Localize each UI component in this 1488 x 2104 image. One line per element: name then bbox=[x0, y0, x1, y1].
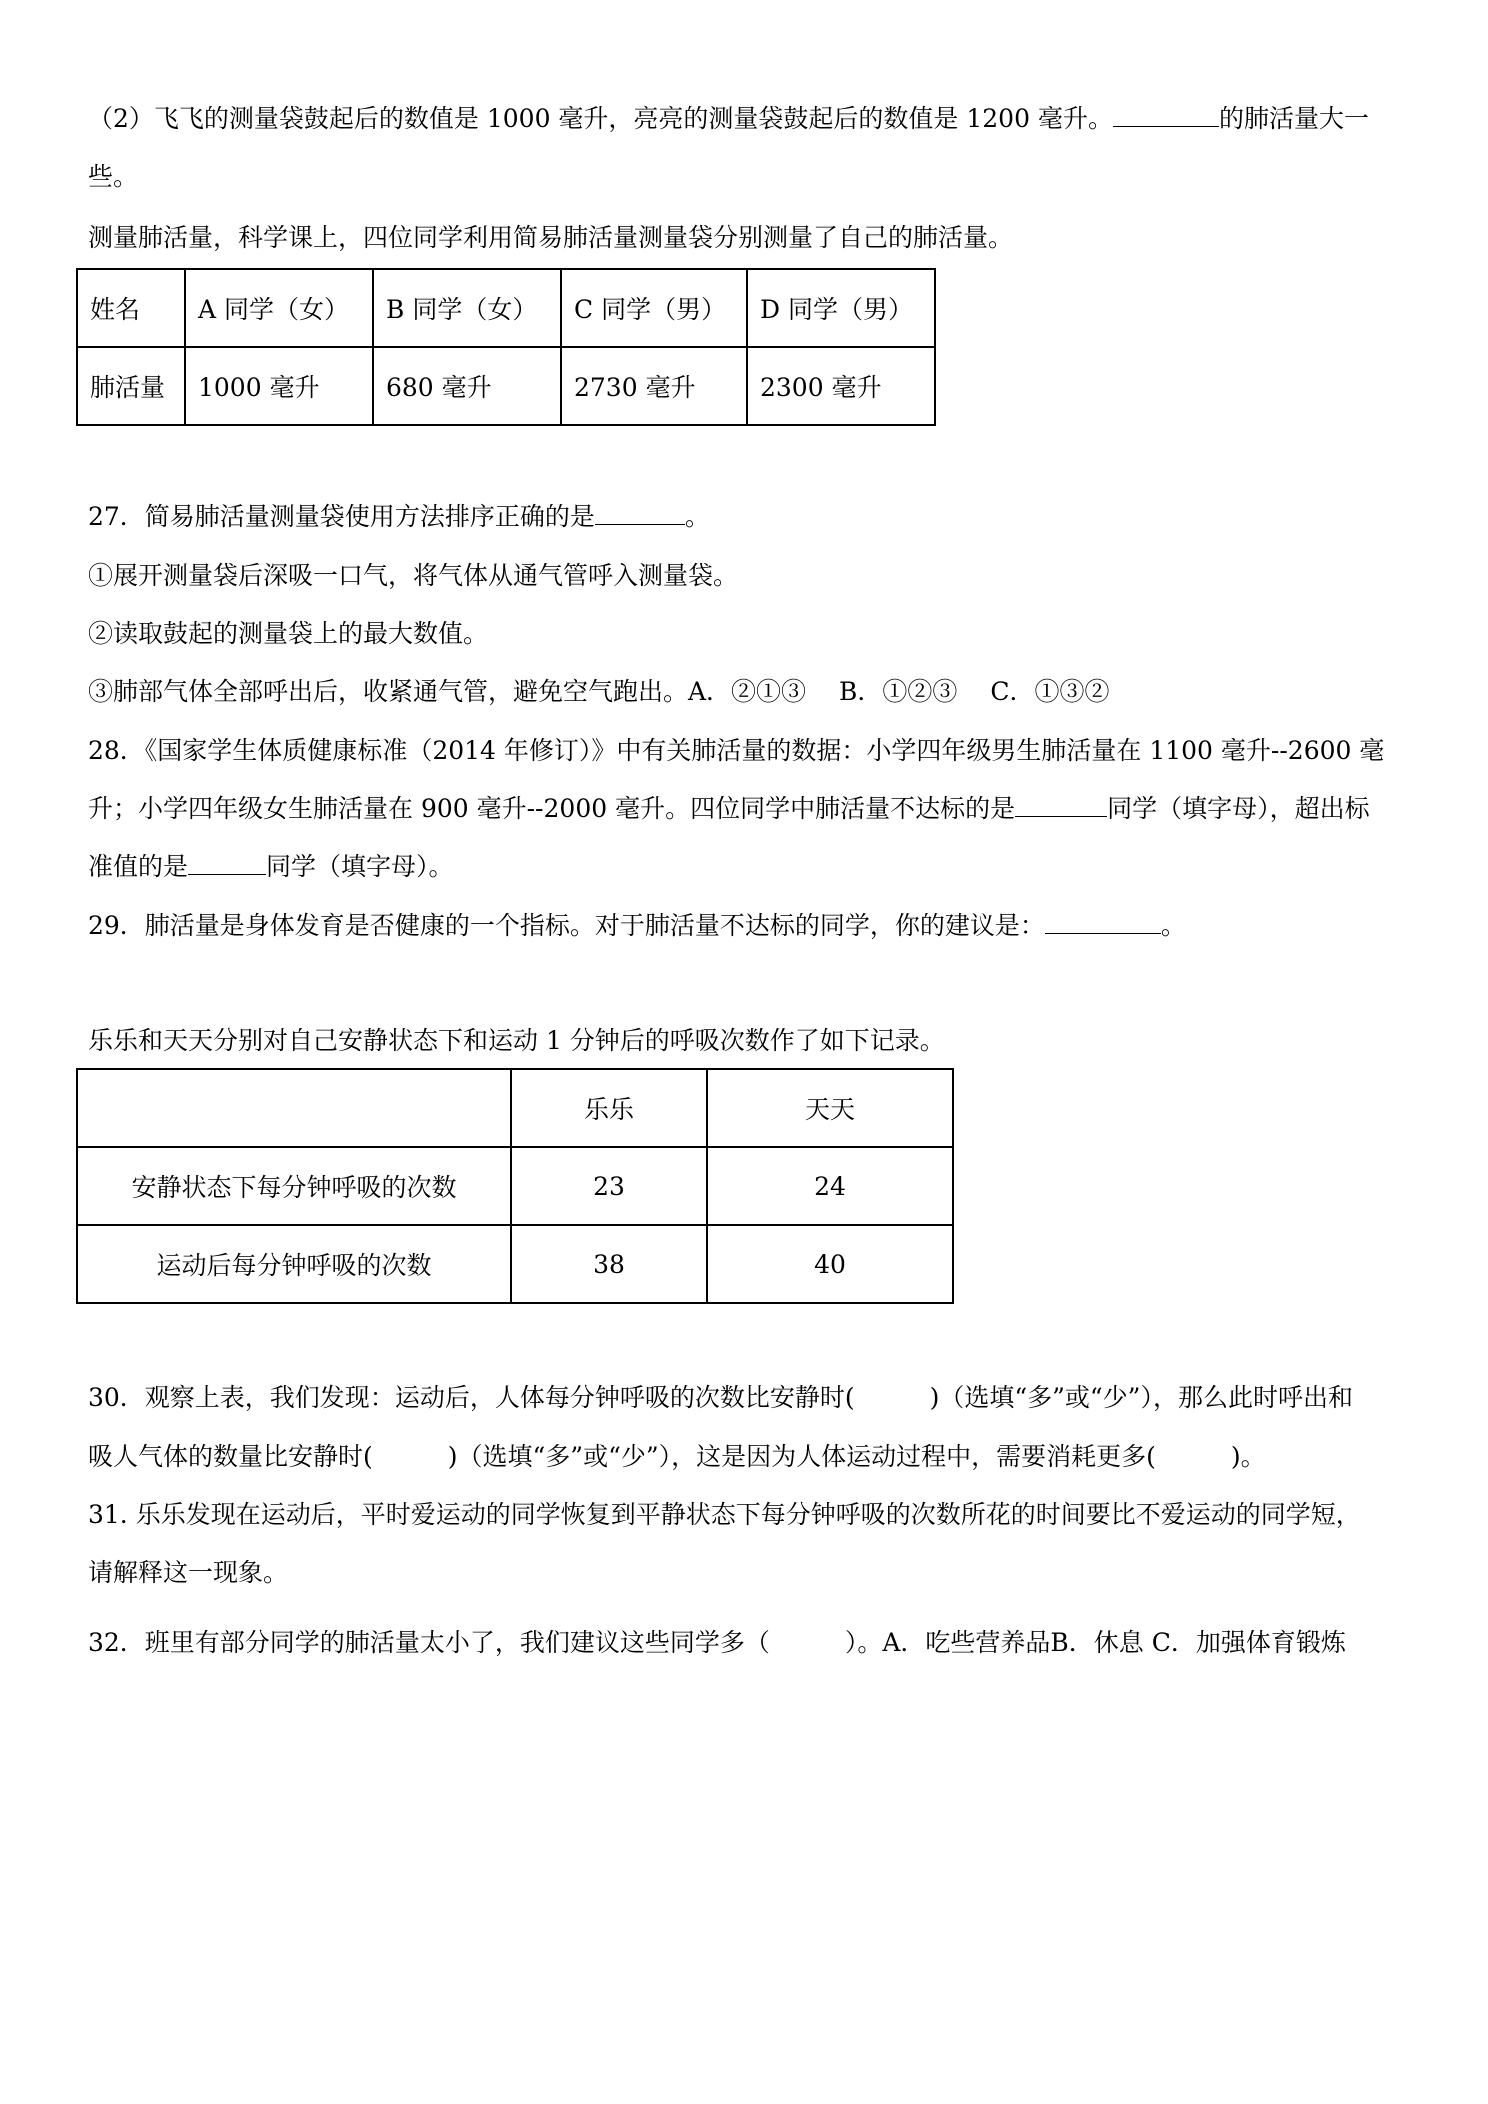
q28-line1: 28．《国家学生体质健康标准（2014 年修订）》中有关肺活量的数据：小学四年级男生肺活量在 1100 毫升--2600 毫 bbox=[88, 736, 1385, 765]
q27: 27．简易肺活量测量袋使用方法排序正确的是 。 bbox=[88, 502, 710, 531]
table-cell: 肺活量 bbox=[77, 347, 185, 425]
q31-line2: 请解释这一现象。 bbox=[88, 1558, 289, 1587]
q27-step2: ②读取鼓起的测量袋上的最大数值。 bbox=[88, 619, 489, 648]
table-row bbox=[77, 1147, 953, 1225]
table-cell: 2300 毫升 bbox=[747, 347, 935, 425]
table-cell bbox=[77, 1069, 511, 1147]
table-cell: 乐乐 bbox=[511, 1069, 707, 1147]
q2-line1: （2）飞飞的测量袋鼓起后的数值是 1000 毫升，亮亮的测量袋鼓起后的数值是 1200 毫升。 的肺活量大一 bbox=[88, 104, 1369, 133]
table-row bbox=[77, 347, 935, 425]
lung-capacity-table bbox=[76, 268, 936, 426]
q28-line2: 升；小学四年级女生肺活量在 900 毫升--2000 毫升。四位同学中肺活量不达标的是 同学（填字母），超出标 bbox=[88, 794, 1370, 823]
q28-line3: 准值的是 同学（填字母）。 bbox=[88, 852, 454, 881]
table-cell: 24 bbox=[707, 1147, 953, 1225]
table-cell: 1000 毫升 bbox=[185, 347, 373, 425]
intro-lung-capacity: 测量肺活量，科学课上，四位同学利用简易肺活量测量袋分别测量了自己的肺活量。 bbox=[88, 223, 1014, 252]
answer-blank[interactable] bbox=[1015, 794, 1107, 817]
table-cell: D 同学（男） bbox=[747, 269, 935, 347]
answer-blank[interactable] bbox=[1113, 104, 1219, 127]
table-cell: 运动后每分钟呼吸的次数 bbox=[77, 1225, 511, 1303]
table-cell: 38 bbox=[511, 1225, 707, 1303]
table-cell: 姓名 bbox=[77, 269, 185, 347]
q32: 32．班里有部分同学的肺活量太小了，我们建议这些同学多（ ）。A．吃些营养品B．休息 C．加强体育锻炼 bbox=[88, 1628, 1346, 1657]
q31-line1: 31. 乐乐发现在运动后，平时爱运动的同学恢复到平静状态下每分钟呼吸的次数所花的时间要比不爱运动的同学短， bbox=[88, 1500, 1361, 1529]
table-cell: 680 毫升 bbox=[373, 347, 561, 425]
table-cell: 天天 bbox=[707, 1069, 953, 1147]
breathing-table bbox=[76, 1068, 954, 1304]
table-cell: 安静状态下每分钟呼吸的次数 bbox=[77, 1147, 511, 1225]
table-cell: B 同学（女） bbox=[373, 269, 561, 347]
q30-line2: 吸人气体的数量比安静时( )（选填“多”或“少”），这是因为人体运动过程中，需要消耗更多( )。 bbox=[88, 1442, 1266, 1471]
q27-step3-options: ③肺部气体全部呼出后，收紧通气管，避免空气跑出。A．②①③ B．①②③ C．①③② bbox=[88, 677, 1110, 706]
q29: 29．肺活量是身体发育是否健康的一个指标。对于肺活量不达标的同学，你的建议是： 。 bbox=[88, 911, 1186, 940]
answer-blank[interactable] bbox=[595, 502, 685, 525]
q30-line1: 30．观察上表，我们发现：运动后，人体每分钟呼吸的次数比安静时( )（选填“多”或“少”），那么此时呼出和 bbox=[88, 1383, 1353, 1412]
table-cell: 2730 毫升 bbox=[561, 347, 747, 425]
q27-step1: ①展开测量袋后深吸一口气，将气体从通气管呼入测量袋。 bbox=[88, 561, 739, 590]
table-row bbox=[77, 1069, 953, 1147]
answer-blank[interactable] bbox=[188, 852, 266, 875]
q2-line2: 些。 bbox=[88, 162, 139, 191]
intro-breathing: 乐乐和天天分别对自己安静状态下和运动 1 分钟后的呼吸次数作了如下记录。 bbox=[88, 1026, 945, 1055]
table-cell: C 同学（男） bbox=[561, 269, 747, 347]
table-cell: A 同学（女） bbox=[185, 269, 373, 347]
table-cell: 23 bbox=[511, 1147, 707, 1225]
table-row bbox=[77, 1225, 953, 1303]
answer-blank[interactable] bbox=[1045, 911, 1161, 934]
table-cell: 40 bbox=[707, 1225, 953, 1303]
table-row bbox=[77, 269, 935, 347]
